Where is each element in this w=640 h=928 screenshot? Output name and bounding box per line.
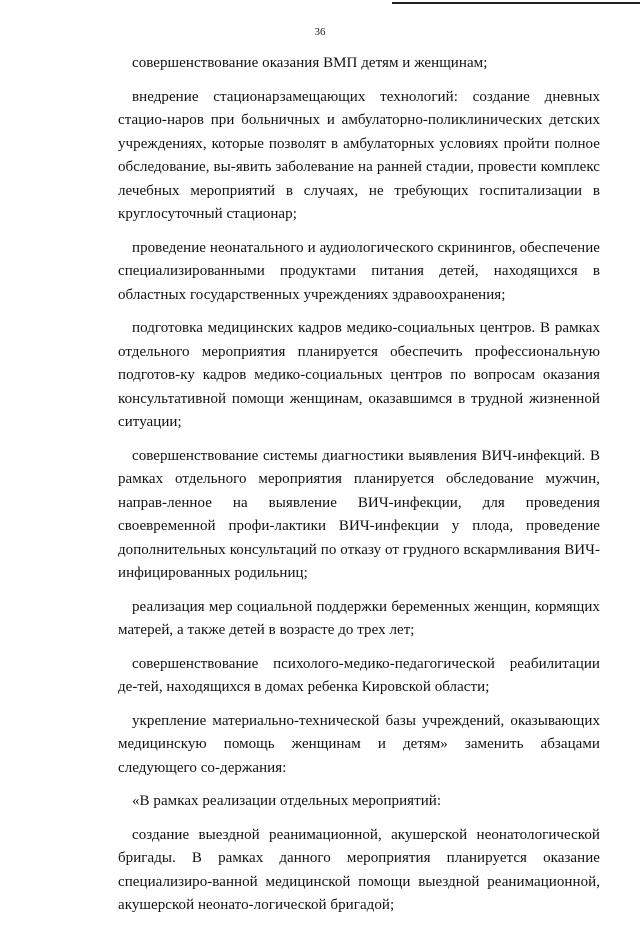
paragraph-10: создание выездной реанимационной, акушерской неонатологической бригады. В рамках данного мероприятия планируется оказание специализиро-ванной медицинской помощи выездной реанимационной, акушерской неонато-логической бригадой; [118, 826, 600, 913]
paragraph-4: подготовка медицинских кадров медико-социальных центров. В рамках отдельного мероприятия планируется обеспечить профессиональную подготов-ку кадров медико-социальных центров по вопросам оказания консультативной помощи женщинам, оказавшимся в трудной жизненной ситуации; [118, 320, 600, 430]
paragraph-3: проведение неонатального и аудиологического скринингов, обеспечение специализированными продуктами питания детей, находящихся в областных государственных учреждениях здравоохранения; [118, 239, 600, 303]
page-number: 36 [314, 26, 326, 38]
paragraph-8: укрепление материально-технической базы учреждений, оказывающих медицинскую помощь женщинам и детям» заменить абзацами следующего со-держания: [118, 712, 600, 776]
paragraph-9: «В рамках реализации отдельных мероприятий: [132, 793, 442, 809]
header-rule [392, 2, 640, 4]
paragraph-2: внедрение стационарзамещающих технологий: создание дневных стацио-наров при больничных и амбулаторно-поликлинических детских учреждениях, которые позволят в амбулаторных условиях пройти полное обследование, вы-явить заболевание на ранней стадии, провести комплекс лечебных мероприятий в случаях, не требующих госпитализации в круглосуточный стационар; [118, 88, 600, 222]
document-body [118, 52, 600, 928]
paragraph-7: совершенствование психолого-медико-педагогической реабилитации де-тей, находящихся в домах ребенка Кировской области; [118, 655, 600, 695]
paragraph-5: совершенствование системы диагностики выявления ВИЧ-инфекций. В рамках отдельного мероприятия планируется обследование мужчин, направ-ленное на выявление ВИЧ-инфекции, для проведения своевременной профи-лактики ВИЧ-инфекции у плода, проведение дополнительных консультаций по отказу от грудного вскармливания ВИЧ-инфицированных родильниц; [118, 447, 600, 581]
paragraph-6: реализация мер социальной поддержки беременных женщин, кормящих матерей, а также детей в возрасте до трех лет; [118, 598, 600, 638]
paragraph-1: совершенствование оказания ВМП детям и женщинам; [132, 55, 488, 71]
